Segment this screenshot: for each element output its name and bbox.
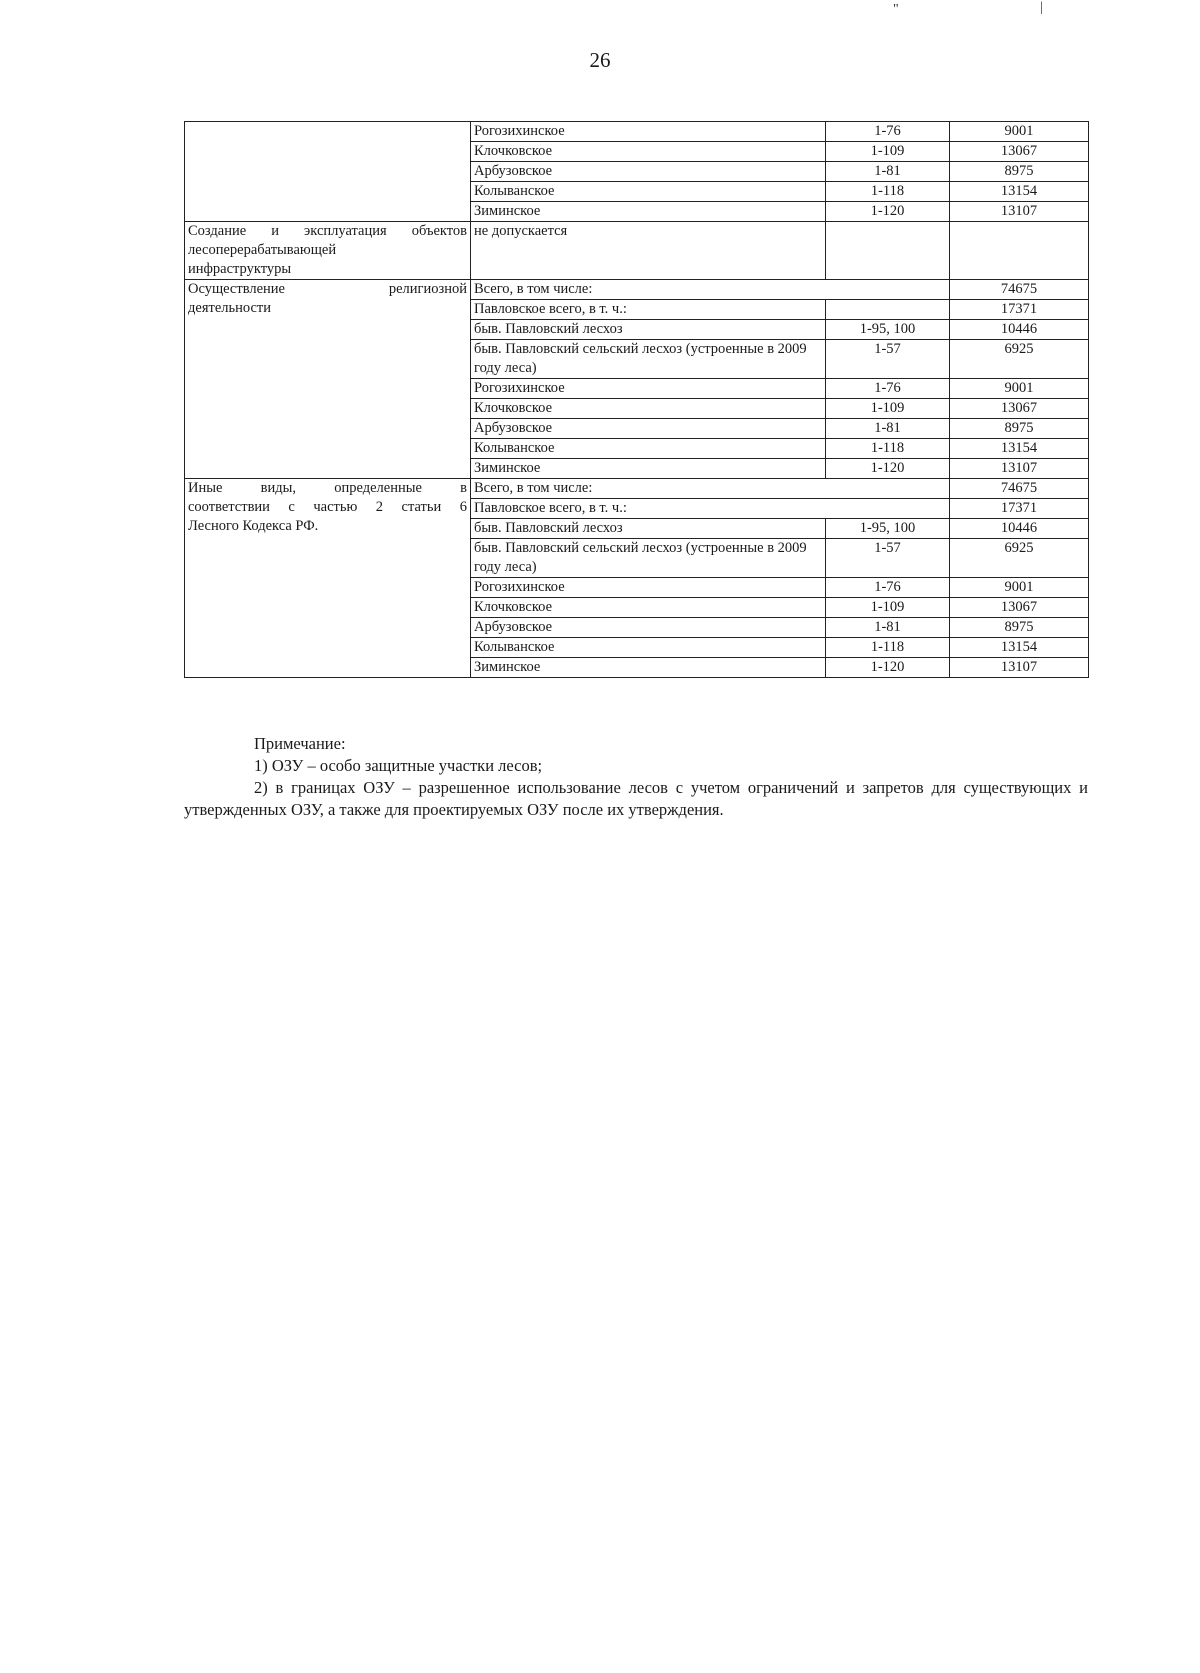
area-cell: 74675: [950, 479, 1089, 499]
quarters-cell: 1-76: [826, 122, 950, 142]
forestry-name-cell: Зиминское: [471, 658, 826, 678]
area-cell: 10446: [950, 519, 1089, 539]
quarters-cell: 1-76: [826, 578, 950, 598]
forestry-name-cell: Колыванское: [471, 439, 826, 459]
quarters-cell: 1-57: [826, 340, 950, 379]
quarters-cell: 1-57: [826, 539, 950, 578]
use-type-cell: [185, 479, 471, 678]
scan-mark: ": [893, 2, 899, 17]
area-cell: 9001: [950, 578, 1089, 598]
quarters-cell: 1-109: [826, 142, 950, 162]
restriction-note: не допускается: [471, 222, 826, 280]
page-number: 26: [589, 48, 611, 72]
quarters-cell: 1-95, 100: [826, 320, 950, 340]
forestry-name-cell: Колыванское: [471, 182, 826, 202]
quarters-cell: 1-109: [826, 598, 950, 618]
quarters-cell: 1-81: [826, 162, 950, 182]
area-cell: 13107: [950, 658, 1089, 678]
area-cell: 6925: [950, 539, 1089, 578]
quarters-cell: 1-109: [826, 399, 950, 419]
use-type-cell: [185, 122, 471, 222]
forestry-name-cell: Клочковское: [471, 598, 826, 618]
forestry-name-cell: быв. Павловский лесхоз: [471, 519, 826, 539]
use-type-cell: [185, 280, 471, 479]
note-item: 2) в границах ОЗУ – разрешенное использование лесов с учетом ограничений и запретов для существующих и утвержденных ОЗУ, а также для проектируемых ОЗУ после их утверждения.: [184, 778, 1088, 819]
scan-mark: |: [1040, 0, 1043, 15]
area-cell: 17371: [950, 300, 1089, 320]
use-type-cell: [185, 222, 471, 280]
table-body: [185, 122, 1089, 678]
area-cell: 8975: [950, 618, 1089, 638]
forestry-name-cell: быв. Павловский сельский лесхоз (устроенные в 2009 году леса): [471, 340, 826, 379]
empty-cell: [950, 222, 1089, 280]
area-cell: 9001: [950, 379, 1089, 399]
quarters-cell: 1-81: [826, 618, 950, 638]
area-cell: 9001: [950, 122, 1089, 142]
area-cell: 13154: [950, 638, 1089, 658]
forestry-name-cell: Всего, в том числе:: [471, 479, 950, 499]
quarters-cell: 1-120: [826, 658, 950, 678]
use-type-line: соответствии с частью 2 статьи 6: [188, 499, 467, 515]
use-type-line: деятельности: [188, 300, 272, 316]
forestry-name-cell: Колыванское: [471, 638, 826, 658]
quarters-cell: 1-120: [826, 459, 950, 479]
forestry-name-cell: Всего, в том числе:: [471, 280, 950, 300]
area-cell: 13107: [950, 459, 1089, 479]
quarters-cell: 1-118: [826, 638, 950, 658]
empty-cell: [826, 222, 950, 280]
table-row: [185, 222, 1089, 280]
forestry-name-cell: Павловское всего, в т. ч.:: [471, 499, 950, 519]
quarters-cell: 1-118: [826, 182, 950, 202]
area-cell: 17371: [950, 499, 1089, 519]
use-type-line: Создание и эксплуатация объектов: [188, 223, 467, 239]
area-cell: 6925: [950, 340, 1089, 379]
forestry-name-cell: Рогозихинское: [471, 578, 826, 598]
area-cell: 13154: [950, 182, 1089, 202]
forestry-name-cell: Арбузовское: [471, 419, 826, 439]
table-row: [185, 280, 1089, 300]
use-type-line: Осуществление религиозной: [188, 281, 467, 297]
quarters-cell: 1-120: [826, 202, 950, 222]
forestry-name-cell: быв. Павловский лесхоз: [471, 320, 826, 340]
use-type-line: Лесного Кодекса РФ.: [188, 518, 319, 534]
notes-block: [184, 733, 1088, 821]
forestry-name-cell: Рогозихинское: [471, 379, 826, 399]
quarters-cell: 1-95, 100: [826, 519, 950, 539]
area-cell: 13067: [950, 142, 1089, 162]
use-type-line: Иные виды, определенные в: [188, 480, 467, 496]
area-cell: 74675: [950, 280, 1089, 300]
quarters-cell: [826, 300, 950, 320]
use-type-line: инфраструктуры: [188, 261, 292, 277]
forestry-name-cell: Павловское всего, в т. ч.:: [471, 300, 826, 320]
forestry-name-cell: Зиминское: [471, 202, 826, 222]
notes-title: Примечание:: [254, 734, 346, 753]
area-cell: 10446: [950, 320, 1089, 340]
forestry-name-cell: быв. Павловский сельский лесхоз (устроенные в 2009 году леса): [471, 539, 826, 578]
forestry-name-cell: Клочковское: [471, 399, 826, 419]
forestry-name-cell: Зиминское: [471, 459, 826, 479]
quarters-cell: 1-76: [826, 379, 950, 399]
use-type-line: лесоперерабатывающей: [188, 242, 337, 258]
quarters-cell: 1-81: [826, 419, 950, 439]
forest-use-table: [184, 121, 1089, 678]
area-cell: 8975: [950, 162, 1089, 182]
area-cell: 13154: [950, 439, 1089, 459]
forestry-name-cell: Арбузовское: [471, 618, 826, 638]
area-cell: 13067: [950, 598, 1089, 618]
table-row: [185, 479, 1089, 499]
quarters-cell: 1-118: [826, 439, 950, 459]
area-cell: 8975: [950, 419, 1089, 439]
forestry-name-cell: Арбузовское: [471, 162, 826, 182]
forestry-name-cell: Рогозихинское: [471, 122, 826, 142]
area-cell: 13067: [950, 399, 1089, 419]
area-cell: 13107: [950, 202, 1089, 222]
note-item: 1) ОЗУ – особо защитные участки лесов;: [254, 756, 543, 775]
forestry-name-cell: Клочковское: [471, 142, 826, 162]
table-row: [185, 122, 1089, 142]
